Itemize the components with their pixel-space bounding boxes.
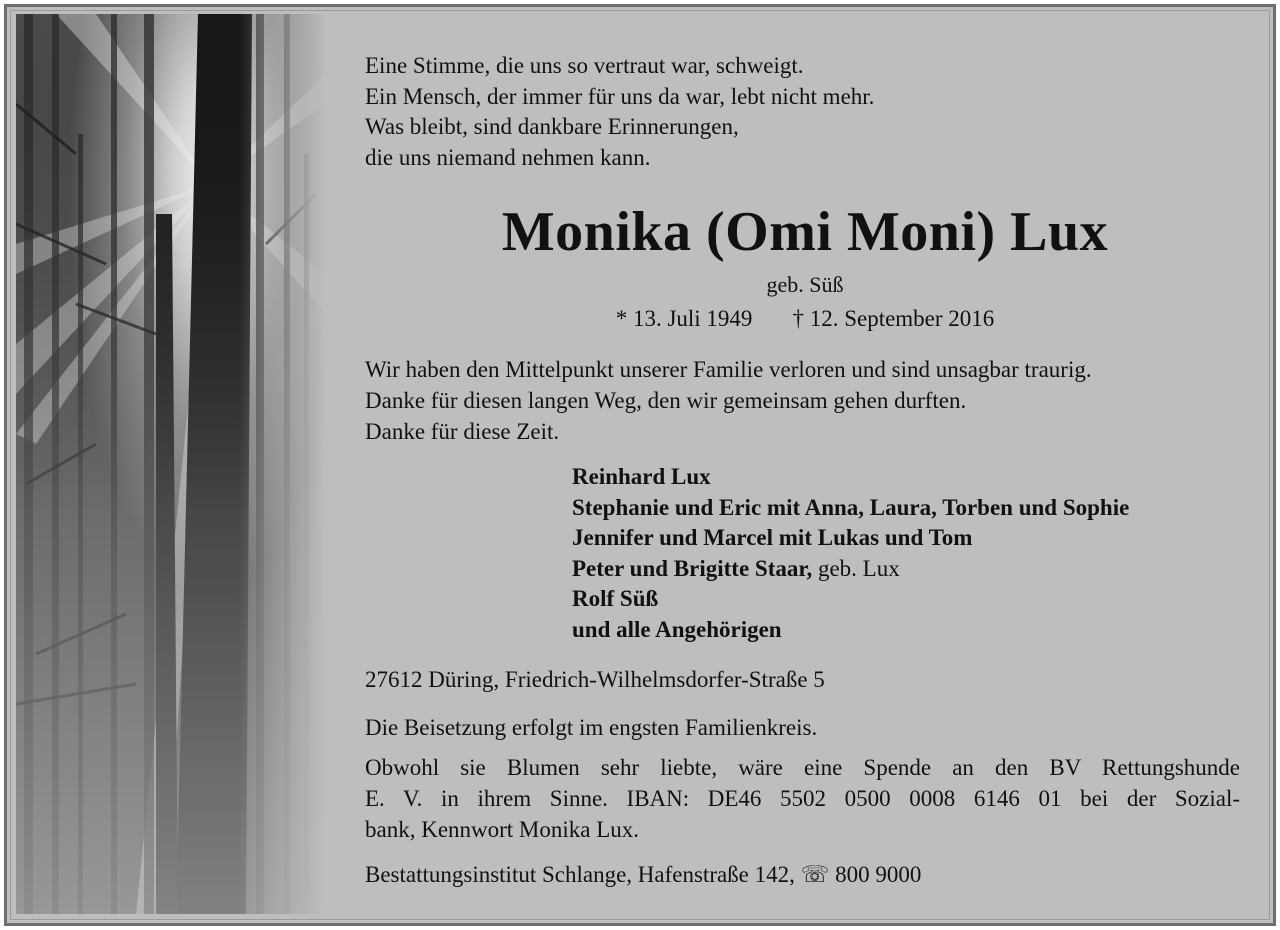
mourner: und alle Angehörigen [572,616,782,642]
mourners-list [572,462,1129,645]
birth-date: * 13. Juli 1949 [615,306,753,331]
poem-line: Ein Mensch, der immer für uns da war, lebt nicht mehr. [365,83,875,109]
mourner-name: Peter und Brigitte Staar, [572,555,813,581]
thanks-text [365,354,1092,447]
mourner: Jennifer und Marcel mit Lukas und Tom [572,525,973,550]
donation-line: bank, Kennwort Monika Lux. [365,817,640,842]
poem-line: Was bleibt, sind dankbare Erinnerungen, [365,114,739,139]
mourner: Rolf Süß [572,586,659,611]
deceased-name: Monika (Omi Moni) Lux [501,201,1109,263]
phone-number: 800 9000 [835,862,922,887]
forest-photo [16,14,326,914]
life-dates [365,304,1245,334]
phone-icon: ☏ [800,862,830,887]
poem-line: die uns niemand nehmen kann. [365,144,651,170]
birth-name: geb. Süß [766,272,844,297]
mourner: Stephanie und Eric mit Anna, Laura, Torben und Sophie [572,494,1130,520]
death-date: † 12. September 2016 [792,306,995,331]
mourner-birth-name: geb. Lux [812,555,900,581]
burial-note: Die Beisetzung erfolgt im engsten Familienkreis. [365,715,818,740]
thanks-line: Danke für diese Zeit. [365,419,560,444]
forest-sunbeams-image [16,14,326,914]
donation-line: Obwohl sie Blumen sehr liebte, wäre eine Spende an den BV Rettungshunde [365,755,1240,780]
donation-note [365,752,1240,845]
undertaker [365,860,921,890]
donation-line: E. V. in ihrem Sinne. IBAN: DE46 5502 0500 0008 6146 01 bei der Sozial- [365,786,1240,811]
thanks-line: Wir haben den Mittelpunkt unserer Familie verloren und sind unsagbar traurig. [365,357,1092,382]
obituary-notice [4,4,1276,926]
thanks-line: Danke für diesen langen Weg, den wir gemeinsam gehen durften. [365,388,967,413]
poem-line: Eine Stimme, die uns so vertraut war, schweigt. [365,53,804,78]
address: 27612 Düring, Friedrich-Wilhelmsdorfer-Straße 5 [365,667,825,692]
mourner [572,554,1129,585]
poem [365,51,874,173]
undertaker-text: Bestattungsinstitut Schlange, Hafenstraße 142, [365,862,795,887]
mourner: Reinhard Lux [572,464,711,489]
